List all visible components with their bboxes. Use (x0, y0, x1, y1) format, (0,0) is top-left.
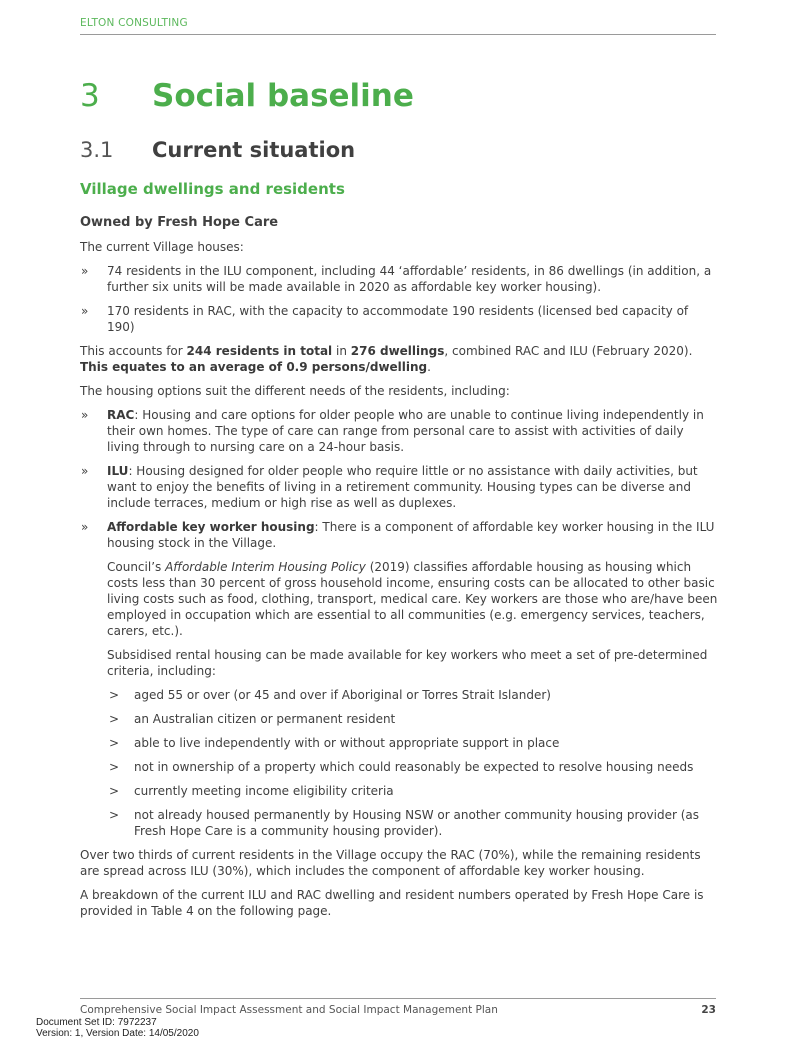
bullet-marker: » (81, 464, 89, 478)
bullet-marker: » (81, 264, 89, 278)
list-item-text: 74 residents in the ILU component, including 44 ‘affordable’ residents, in 86 dwellings (in addition, a further six units will be made available in 2020 as affordable key worker housing). (107, 264, 712, 294)
option-term: RAC (107, 408, 135, 422)
subsidised-paragraph: Subsidised rental housing can be made available for key workers who meet a set of pre-determined criteria, including: (107, 648, 708, 678)
body-content (80, 239, 718, 927)
criteria-item (80, 759, 718, 775)
footer-title: Comprehensive Social Impact Assessment and Social Impact Management Plan (80, 1004, 498, 1016)
subsection-title: Current situation (152, 138, 356, 162)
breakdown-paragraph: A breakdown of the current ILU and RAC dwelling and resident numbers operated by Fresh Hope Care is provided in Table 4 on the following page. (80, 888, 704, 918)
bold-run: This equates to an average of 0.9 persons/dwelling (80, 360, 428, 374)
list-item (80, 303, 718, 335)
criteria-text: currently meeting income eligibility criteria (134, 784, 394, 798)
policy-paragraph (80, 559, 718, 639)
list-item (80, 263, 718, 295)
bullet-marker: » (81, 520, 89, 534)
bold-run: 276 dwellings (350, 344, 445, 358)
heading-owned-by: Owned by Fresh Hope Care (80, 215, 279, 230)
option-item-rac (80, 407, 718, 455)
heading-village-dwellings: Village dwellings and residents (80, 180, 345, 198)
running-header (80, 17, 716, 35)
accounts-paragraph (80, 343, 718, 375)
list-item-text: 170 residents in RAC, with the capacity to accommodate 190 residents (licensed bed capacity of 190) (107, 304, 689, 334)
option-item-key-worker (80, 519, 718, 551)
criteria-item (80, 783, 718, 799)
criteria-text: not in ownership of a property which could reasonably be expected to resolve housing needs (134, 760, 694, 774)
running-footer (80, 998, 716, 1016)
text-run: in (332, 344, 351, 358)
bullet-marker: » (81, 304, 89, 318)
option-text: : Housing and care options for older people who are unable to continue living independently in their own homes. The type of care can range from personal care to assist with activities of daily living through to nursing care on a 24-hour basis. (107, 408, 704, 454)
criteria-item (80, 687, 718, 703)
header-company: ELTON CONSULTING (80, 17, 188, 29)
sub-bullet-marker: > (109, 712, 120, 726)
sub-bullet-marker: > (109, 760, 120, 774)
intro-paragraph: The current Village houses: (80, 240, 244, 254)
criteria-text: aged 55 or over (or 45 and over if Aboriginal or Torres Strait Islander) (134, 688, 551, 702)
criteria-text: able to live independently with or without appropriate support in place (134, 736, 560, 750)
section-title: Social baseline (152, 78, 414, 114)
sub-bullet-marker: > (109, 784, 120, 798)
page-number: 23 (701, 1004, 716, 1016)
text-run: . (427, 360, 431, 374)
criteria-item (80, 735, 718, 751)
text-run: (2019) classifies affordable housing as housing which costs less than 30 percent of gross household income, ensuring costs can be allocated to other basic living costs such as food, clothing, transport, medical care. Key workers are those who are/have been employed in occupation which are essential to all communities (e.g. emergency services, teachers, carers, etc.). (107, 560, 718, 638)
housing-options-paragraph: The housing options suit the different needs of the residents, including: (80, 384, 510, 398)
sub-bullet-marker: > (109, 736, 120, 750)
document-set-id: Document Set ID: 7972237 (36, 1017, 157, 1028)
text-run: , combined RAC and ILU (February 2020). (444, 344, 693, 358)
criteria-item (80, 711, 718, 727)
bullet-marker: » (81, 408, 89, 422)
text-run: Council’s (107, 560, 166, 574)
bold-run: 244 residents in total (186, 344, 333, 358)
sub-bullet-marker: > (109, 808, 120, 822)
subsection-number: 3.1 (80, 138, 114, 162)
sub-bullet-marker: > (109, 688, 120, 702)
document-version: Version: 1, Version Date: 14/05/2020 (36, 1028, 199, 1039)
option-text: : Housing designed for older people who require little or no assistance with daily activities, but want to enjoy the benefits of living in a retirement community. Housing types can be diverse and include terraces, medium or high rise as well as duplexes. (107, 464, 698, 510)
option-term: Affordable key worker housing (107, 520, 315, 534)
criteria-item (80, 807, 718, 839)
option-term: ILU (107, 464, 129, 478)
text-run: This accounts for (80, 344, 187, 358)
section-number: 3 (80, 78, 100, 114)
policy-name: Affordable Interim Housing Policy (165, 560, 366, 574)
two-thirds-paragraph: Over two thirds of current residents in the Village occupy the RAC (70%), while the remaining residents are spread across ILU (30%), which includes the component of affordable key worker housing. (80, 848, 701, 878)
criteria-text: an Australian citizen or permanent resident (134, 712, 396, 726)
option-item-ilu (80, 463, 718, 511)
criteria-text: not already housed permanently by Housing NSW or another community housing provider (as Fresh Hope Care is a community housing provider). (134, 808, 700, 838)
option-text: : There is a component of affordable key worker housing in the ILU housing stock in the Village. (107, 520, 715, 550)
